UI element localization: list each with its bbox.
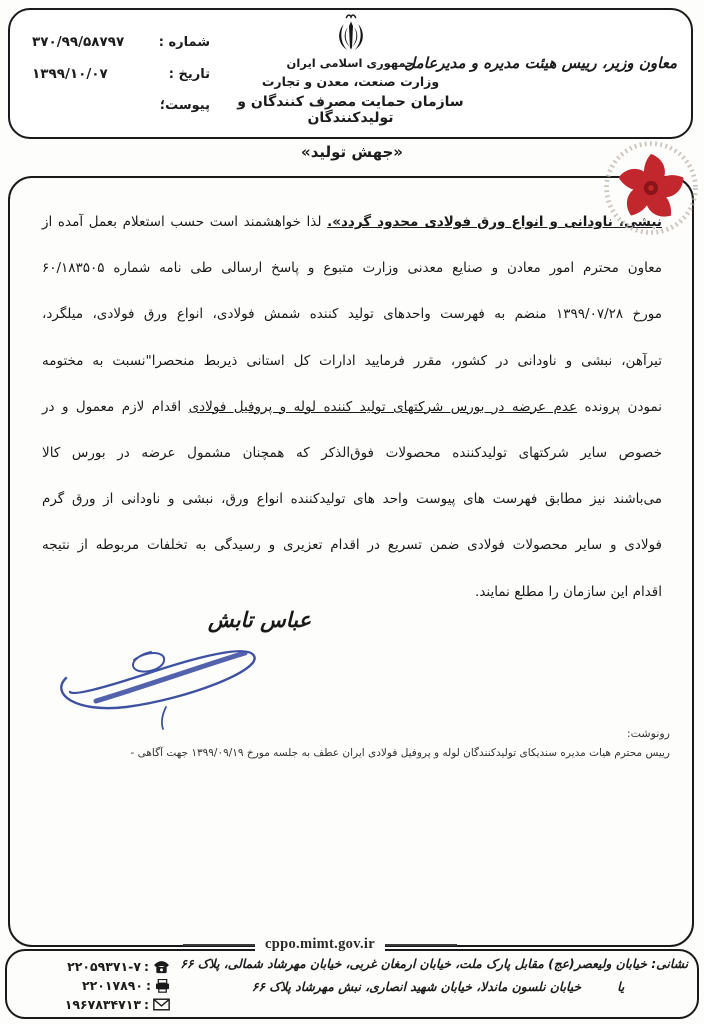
signatory-title: معاون وزیر، رییس هیئت مدیره و مدیرعامل xyxy=(404,54,677,72)
phone-row xyxy=(18,957,170,976)
body-line-7: می‌باشند نیز مطابق فهرست های پیوست واحد های تولیدکننده انواع ورق، نبشی و ناودانی از ورق گرم xyxy=(42,491,662,508)
website-url: cppo.mimt.gov.ir xyxy=(255,936,385,953)
signatory-name: عباس تابش xyxy=(207,608,311,632)
letter-attachment-row xyxy=(32,98,210,115)
body-line-5-underlined: عدم عرضه در بورس شرکتهای تولید کننده لوله و پروفیل فولادی xyxy=(188,398,578,415)
iran-emblem-icon xyxy=(333,13,369,55)
body-line-5-post: اقدام لازم معمول و در xyxy=(42,398,189,415)
address-or: یا xyxy=(617,980,625,995)
body-line-1-emphasis: نبشی، ناودانی و انواع ورق فولادی محدود گردد». xyxy=(327,214,662,230)
website-divider-left xyxy=(183,944,255,946)
letter-date-value: ۱۳۹۹/۱۰/۰۷ xyxy=(32,66,108,82)
cc-label: رونوشت: xyxy=(626,727,670,740)
body-line-1 xyxy=(42,199,662,245)
handwritten-signature-ink xyxy=(48,626,293,732)
signature-block xyxy=(48,604,313,732)
fax-row xyxy=(18,976,170,995)
letterhead-box xyxy=(8,8,693,139)
footer-address xyxy=(180,953,688,1000)
body-line-6: خصوص سایر شرکتهای تولیدکننده محصولات فوق‌الذکر که همچنان مشمول عرضه در بورس کالا xyxy=(42,444,662,461)
letter-number-value: ۳۷۰/۹۹/۵۸۷۹۷ xyxy=(32,34,125,50)
body-line-8: فولادی و سایر محصولات فولادی ضمن تسریع در اقدام تعزیری و رسیدگی به تخلفات مربوطه از نتیجه xyxy=(42,537,662,554)
address-line-2 xyxy=(188,976,688,999)
cc-item: رییس محترم هیات مدیره سندیکای تولیدکنندگان لوله و پروفیل فولادی ایران عطف به جلسه مورخ ۱۳۹۹/۰۹/۱۹ جهت آگاهی - xyxy=(130,747,670,759)
fax-icon xyxy=(155,979,170,993)
postal-code: ۱۹۶۷۸۳۴۷۱۳ xyxy=(64,997,141,1012)
ministry-name: وزارت صنعت، معدن و تجارت xyxy=(261,74,440,89)
address-line-2-text: خیابان نلسون ماندلا، خیابان شهید انصاری، نبش مهرشاد پلاک ۶۶ xyxy=(251,980,582,995)
body-line-2: معاون محترم امور معادن و صنایع معدنی وزارت متبوع و پاسخ ارسالی طی نامه شماره ۶۰/۱۸۳۵۰۵ xyxy=(42,260,662,277)
phone-colon: : xyxy=(144,959,150,974)
postal-colon: : xyxy=(144,997,150,1012)
fax-colon: : xyxy=(146,978,152,993)
organization-name: سازمان حمایت مصرف کنندگان و تولیدکنندگان xyxy=(237,94,464,126)
website-row xyxy=(0,936,672,953)
phone-number: ۲۲۰۵۹۳۷۱-۷ xyxy=(67,959,141,974)
body-line-5-pre: نمودن پرونده xyxy=(577,398,663,415)
cc-block xyxy=(100,727,670,759)
production-leap-slogan: «جهش تولید» xyxy=(301,143,403,161)
letterhead-center xyxy=(211,13,491,126)
address-line-1: نشانی: خیابان ولیعصر(عج) مقابل پارک ملت، خیابان ارمغان غربی، خیابان مهرشاد شمالی، پلاک ۶۶ xyxy=(180,957,688,971)
republic-name: جمهوری اسلامی ایران xyxy=(286,56,415,70)
footer-contacts xyxy=(18,957,170,1014)
letter-date-label: تاریخ : xyxy=(168,67,210,82)
body-line-5 xyxy=(42,384,662,430)
phone-icon xyxy=(153,959,170,974)
letter-number-row xyxy=(32,34,210,51)
body-line-1-rest: لذا خواهشمند است حسب استعلام بعمل آمده از xyxy=(42,214,328,230)
letter-body-text xyxy=(42,199,662,615)
body-line-9: اقدام این سازمان را مطلع نمایند. xyxy=(475,583,662,600)
envelope-icon xyxy=(153,998,170,1011)
postal-row xyxy=(18,995,170,1014)
website-divider-right xyxy=(385,944,457,946)
fax-number: ۲۲۰۱۷۸۹۰ xyxy=(81,978,143,993)
body-line-3: مورخ ۱۳۹۹/۰۷/۲۸ منضم به فهرست واحدهای تولید کننده شمش فولادی، انواع ورق فولادی، میلگرد، xyxy=(42,306,662,323)
letter-attachment-label: پیوست؛ xyxy=(159,98,210,113)
body-line-4: تیرآهن، نبشی و ناودانی در کشور، مقرر فرمایید ادارات کل استانی ذیربط منحصرا"نسبت به مختومه xyxy=(42,352,662,369)
letter-date-row xyxy=(32,66,210,83)
organization-stamp-logo xyxy=(599,133,703,243)
letter-meta xyxy=(32,34,210,130)
letter-number-label: شماره : xyxy=(158,35,210,50)
